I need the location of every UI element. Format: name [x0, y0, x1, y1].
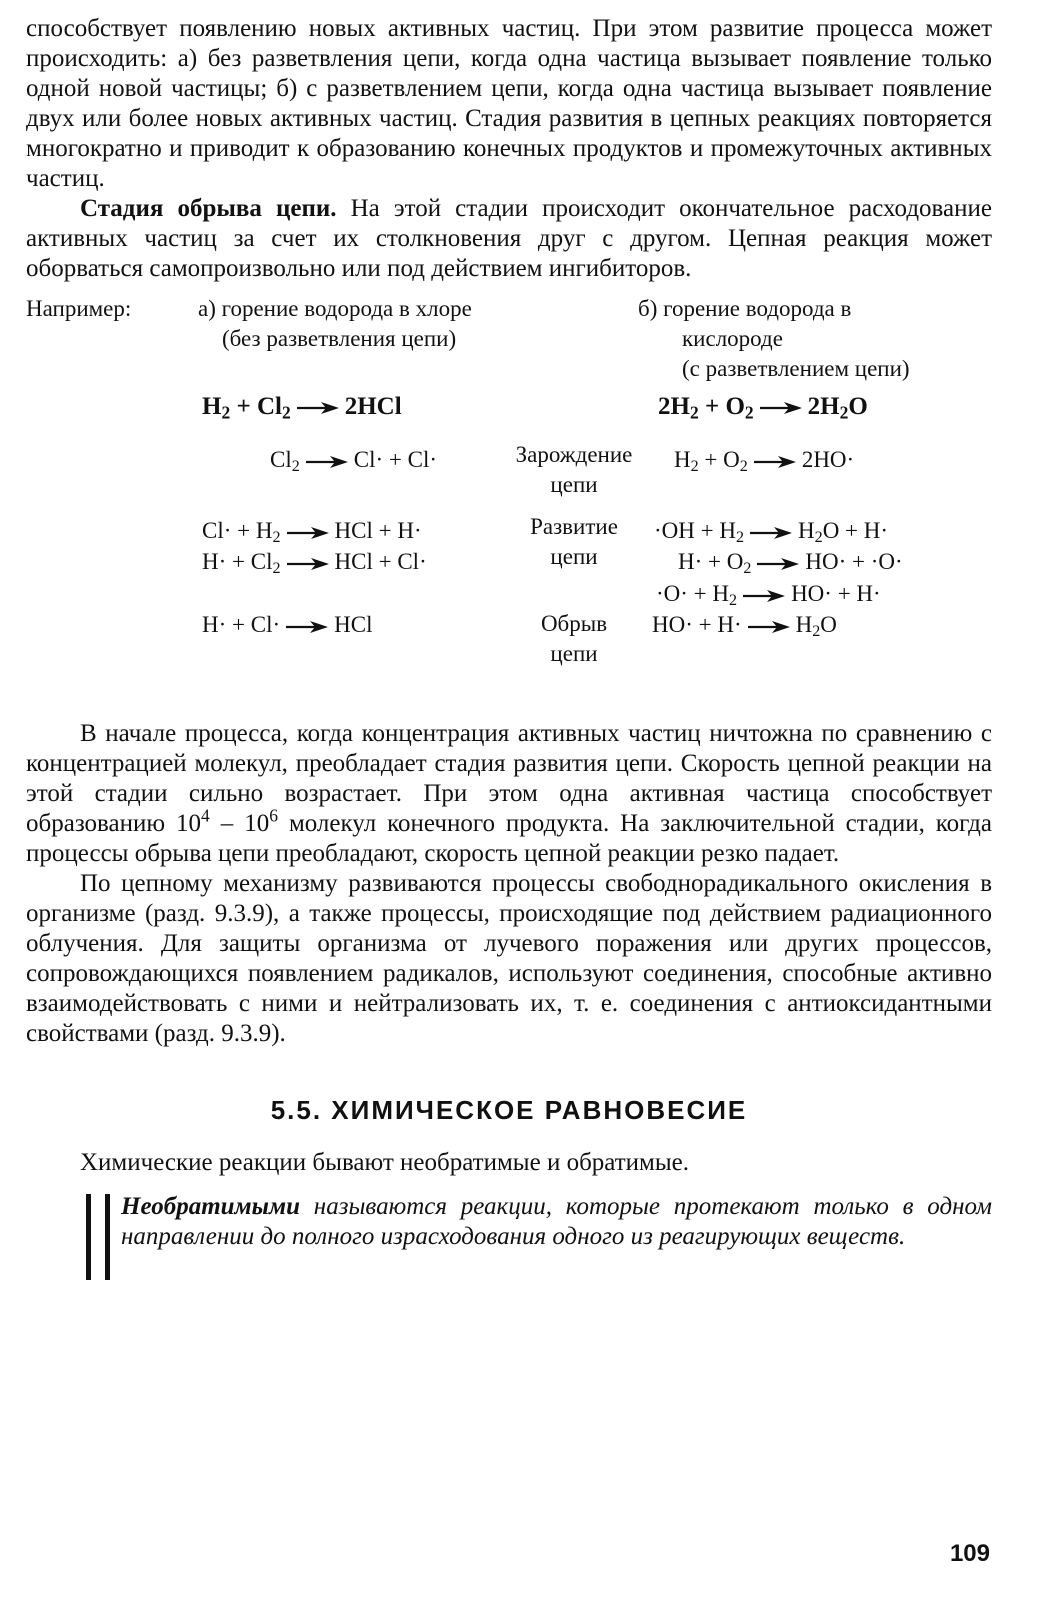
- example-b-subtitle: (с разветвлением цепи): [682, 356, 910, 381]
- paragraph-chain-propagation: способствует появлению новых активных частиц. При этом развитие процесса может происходить: а) без разветвления цепи, когда одна частица вызывает появление только одной новой частицы; б) с разветвлением цепи, когда одна частица вызывает появление двух или более новых активных частиц. Стадия развития в цепных реакциях повторяется многократно и приводит к образованию конечных продуктов и промежуточных активных частиц.: [26, 15, 992, 192]
- page-body: [26, 14, 992, 1252]
- equation-cl-initiation: $Cl_2$ Cl· + Cl·: [270, 447, 438, 476]
- equation-cl-propagation-2: $H\cdot + Cl_2$ HCl + Cl·: [202, 549, 427, 578]
- arrow-icon: [760, 402, 802, 414]
- stage-propagation-word2: цепи: [550, 544, 598, 569]
- paragraph-reaction-types: Химические реакции бывают необратимые и обратимые.: [80, 1149, 690, 1176]
- paragraph-chain-termination: [26, 194, 992, 284]
- arrow-icon: [286, 621, 328, 633]
- text-chain-rate-a: В начале процесса, когда концентрация активных частиц ничтожна по сравнению с концентрацией молекул, преобладает стадия развития цепи. Скорость цепной реакции на этой стадии сильно возрастает. При этом одна активная частица способствует образованию 10: [26, 720, 992, 837]
- equation-o-propagation-3: $\cdot O\cdot + H_2$ HO· + H·: [656, 581, 881, 610]
- stage-initiation-word2: цепи: [550, 472, 598, 497]
- reaction-examples: [26, 294, 992, 719]
- paragraph-chain-in-organism: По цепному механизму развиваются процессы свободнорадикального окисления в организме (разд. 9.3.9), а также процессы, происходящие под действием радиационного облучения. Для защиты организма от лучевого поражения или других процессов, сопровождающихся появлением радикалов, используют соединения, способные активно взаимодействовать с ними и нейтрализовать их, т. е. соединения с антиоксидантными свойствами (разд. 9.3.9).: [26, 870, 992, 1047]
- arrow-icon: [287, 527, 329, 539]
- example-lead: Например:: [26, 296, 132, 321]
- arrow-icon: [306, 456, 348, 468]
- equation-cl-termination: H· + Cl· HCl: [202, 612, 373, 637]
- example-b-title-cont: кислороде: [682, 326, 783, 351]
- arrow-icon: [754, 456, 796, 468]
- definition-irreversible: [121, 1192, 992, 1252]
- text-chain-rate-b: – 10: [209, 810, 270, 837]
- equation-cl-propagation-1: $Cl\cdot + H_2$ HCl + H·: [202, 518, 422, 547]
- equation-o-termination: $HO\cdot + H\cdot H_2O$: [652, 612, 837, 641]
- definition-block: [26, 1192, 992, 1252]
- arrow-icon: [297, 402, 339, 414]
- definition-text: называются реакции, которые протекают только в одном направлении до полного израсходования одного из реагирующих веществ.: [121, 1193, 992, 1250]
- double-bar-marker: [86, 1194, 110, 1280]
- exponent-4: 4: [201, 805, 210, 826]
- arrow-icon: [287, 558, 329, 570]
- stage-initiation-label: [499, 440, 649, 500]
- stage-termination-label: [499, 609, 649, 669]
- stage-propagation-label: [499, 512, 649, 572]
- arrow-icon: [757, 558, 799, 570]
- equation-h2-cl2-overall: $H_2 + Cl_2$ 2HCl: [202, 393, 402, 423]
- arrow-icon: [748, 621, 790, 633]
- equation-h2-o2-overall: $2H_2 + O_2$ $2H_2O$: [658, 393, 868, 423]
- exponent-6: 6: [269, 805, 278, 826]
- stage-propagation-word: Развитие: [530, 514, 618, 539]
- stage-termination-word2: цепи: [550, 641, 598, 666]
- stage-termination-word: Обрыв: [540, 611, 608, 636]
- text-chain-termination: На этой стадии происходит окончательное расходование активных частиц за счет их столкновения друг с другом. Цепная реакция может оборваться самопроизвольно или под действием ингибиторов.: [26, 195, 992, 282]
- arrow-icon: [743, 590, 785, 602]
- text-chain-rate-c: молекул конечного продукта. На заключительной стадии, когда процессы обрыва цепи преобладают, скорость цепной реакции резко падает.: [26, 810, 992, 867]
- term-chain-termination: Стадия обрыва цепи.: [80, 195, 337, 222]
- section-heading: 5.5. ХИМИЧЕСКОЕ РАВНОВЕСИЕ: [270, 1095, 748, 1125]
- paragraph-chain-rate: [26, 719, 992, 869]
- example-a-title: а) горение водорода в хлоре: [198, 296, 472, 321]
- equation-o-propagation-2: $H\cdot + O_2$ HO· + ·O·: [678, 549, 903, 578]
- stage-initiation-word: Зарождение: [515, 442, 633, 467]
- example-b-title: б) горение водорода в: [638, 296, 852, 321]
- arrow-icon: [750, 527, 792, 539]
- definition-term: Необратимыми: [121, 1193, 301, 1220]
- page-number: 109: [949, 1540, 990, 1567]
- equation-o-initiation: $H_2 + O_2$ 2HO·: [674, 447, 855, 476]
- example-a-subtitle: (без разветвления цепи): [222, 326, 457, 351]
- equation-o-propagation-1: $\cdot OH + H_2$ $H_2O + H\cdot$: [654, 518, 889, 547]
